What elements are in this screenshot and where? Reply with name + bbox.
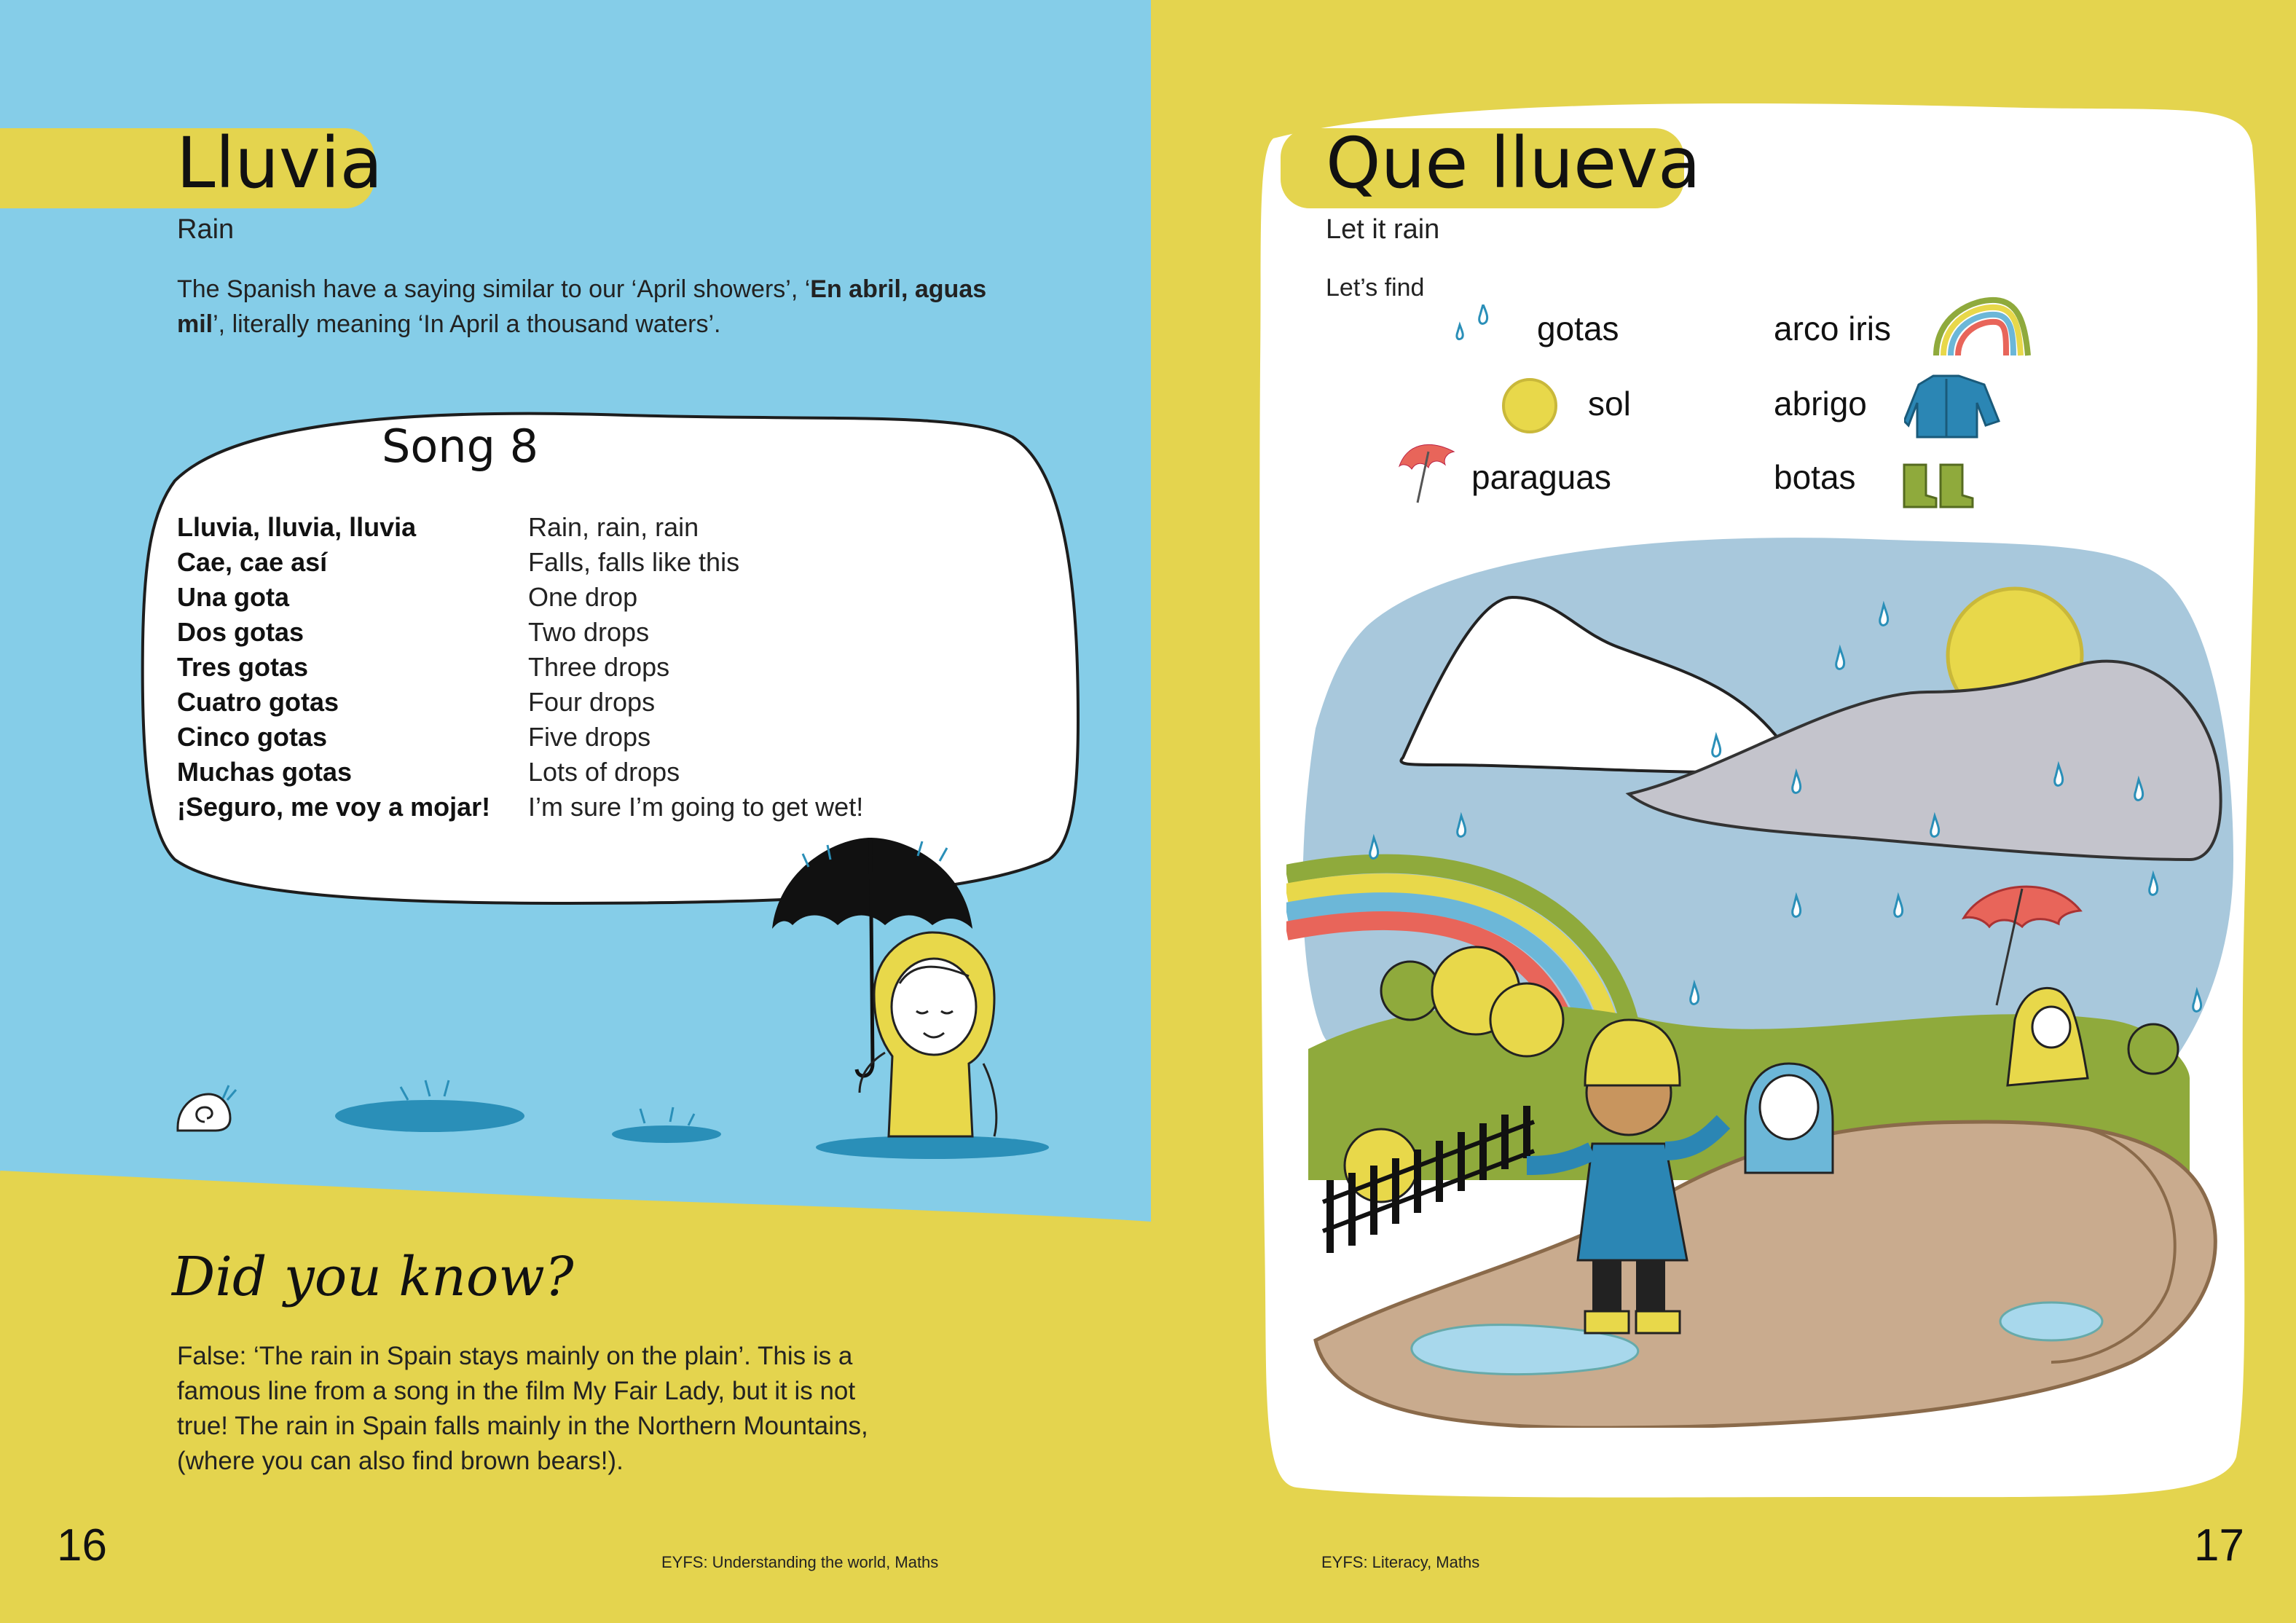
page-subtitle: Let it rain [1326, 214, 1440, 245]
boots-icon [1900, 460, 1980, 511]
snail-icon [172, 1078, 237, 1136]
song-line-spanish: Cae, cae así [177, 547, 328, 577]
song-line-english: I’m sure I’m going to get wet! [528, 792, 864, 822]
page-number-left: 16 [57, 1520, 107, 1571]
song-line-spanish: Lluvia, lluvia, lluvia [177, 512, 417, 542]
puddles-illustration [168, 1064, 750, 1166]
song-line-spanish: Muchas gotas [177, 757, 353, 787]
rainbow-icon [1930, 293, 2032, 358]
intro-saying: En abril, aguas mil [177, 275, 987, 338]
word-arco-iris: arco iris [1774, 310, 1892, 347]
did-you-know-line: False: ‘The rain in Spain stays mainly on the plain’. This is a [177, 1342, 853, 1370]
umbrella-icon [1396, 437, 1461, 510]
song-line-spanish: Dos gotas [177, 617, 304, 647]
song-line-english: Lots of drops [528, 757, 680, 787]
page-number-right: 17 [2194, 1520, 2244, 1571]
song-line-english: Four drops [528, 687, 656, 717]
word-gotas: gotas [1537, 310, 1619, 347]
page-title: Lluvia [176, 122, 383, 204]
footer-left: EYFS: Understanding the world, Maths [661, 1553, 939, 1571]
page-subtitle: Rain [177, 214, 235, 245]
song-heading: Song 8 [382, 420, 539, 473]
sun-icon [1501, 377, 1559, 435]
right-page [1151, 0, 2296, 1623]
song-line-english: Falls, falls like this [528, 547, 740, 577]
footer-right: EYFS: Literacy, Maths [1321, 1553, 1480, 1571]
did-you-know-heading: Did you know? [172, 1246, 574, 1308]
song-line-spanish: Cinco gotas [177, 722, 328, 752]
raindrops-icon [1454, 304, 1498, 348]
song-line-english: Rain, rain, rain [528, 512, 699, 542]
did-you-know-line: famous line from a song in the film My Fair Lady, but it is not [177, 1377, 856, 1405]
song-line-english: One drop [528, 582, 638, 612]
coat-icon [1904, 370, 2006, 443]
did-you-know-line: true! The rain in Spain falls mainly in the Northern Mountains, [177, 1412, 868, 1440]
song-line-english: Five drops [528, 722, 651, 752]
song-line-english: Two drops [528, 617, 650, 647]
word-sol: sol [1588, 385, 1631, 423]
page-title: Que llueva [1326, 122, 1701, 204]
word-botas: botas [1774, 458, 1856, 496]
word-abrigo: abrigo [1774, 385, 1867, 423]
intro-text-2: ’, literally meaning ‘In April a thousand waters’. [213, 310, 721, 338]
girl-with-umbrella-illustration [750, 816, 1056, 1195]
song-line-spanish: Cuatro gotas [177, 687, 339, 717]
word-paraguas: paraguas [1471, 458, 1611, 496]
rainy-scene-illustration [1286, 524, 2262, 1428]
did-you-know-line: (where you can also find brown bears!). [177, 1447, 624, 1475]
song-line-spanish: ¡Seguro, me voy a mojar! [177, 792, 491, 822]
song-line-english: Three drops [528, 652, 670, 682]
lets-find-label: Let’s find [1326, 274, 1425, 302]
song-line-spanish: Una gota [177, 582, 290, 612]
intro-paragraph [177, 272, 1022, 342]
intro-text-1: The Spanish have a saying similar to our ‘April showers’, ‘ [177, 275, 811, 303]
song-line-spanish: Tres gotas [177, 652, 309, 682]
